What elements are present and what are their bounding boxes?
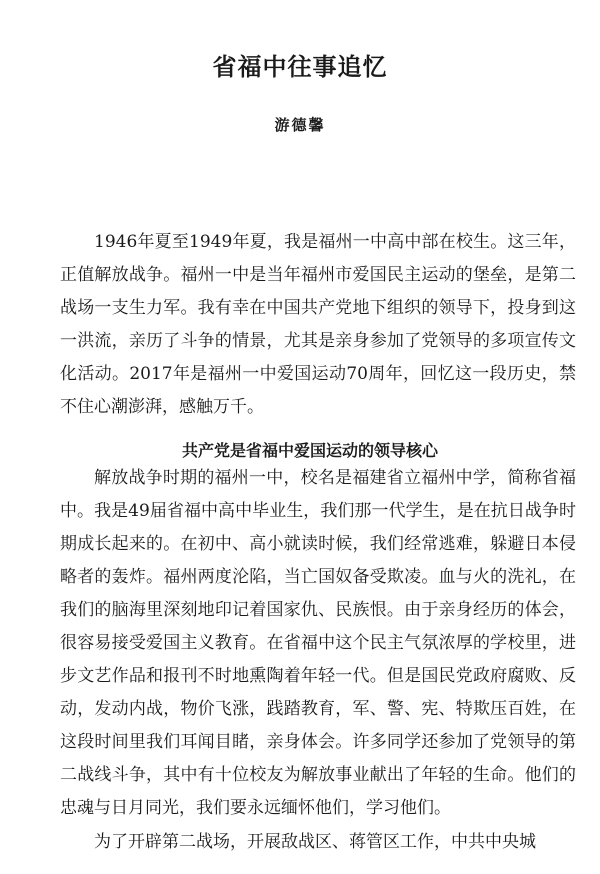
section-paragraph: 解放战争时期的福州一中，校名是福建省立福州中学，简称省福中。我是49届省福中高中毕业生，我们那一代学生，是在抗日战争时期成长起来的。在初中、高小就读时候，我们经常逃难，躲避日本侵略者的轰炸。福州两度沦陷，当亡国奴备受欺凌。血与火的洗礼，在我们的脑海里深刻地印记着国家仇、民族恨。由于亲身经历的体会，很容易接受爱国主义教育。在省福中这个民主气氛浓厚的学校里，进步文艺作品和报刊不时地熏陶着年轻一代。但是国民党政府腐败、反动，发动内战，物价飞涨，践踏教育，军、警、宪、特欺压百姓，在这段时间里我们耳闻目睹，亲身体会。许多同学还参加了党领导的第二战线斗争，其中有十位校友为解放事业献出了年轻的生命。他们的忠魂与日月同光，我们要永远缅怀他们，学习他们。 xyxy=(60,468,576,818)
section-paragraph-continued: 为了开辟第二战场，开展敌战区、蒋管区工作，中共中央城 xyxy=(94,832,536,852)
article-author: 游德馨 xyxy=(274,116,326,134)
article-title: 省福中往事追忆 xyxy=(212,53,388,81)
section-heading: 共产党是省福中爱国运动的领导核心 xyxy=(181,441,438,460)
intro-paragraph: 1946年夏至1949年夏，我是福州一中高中部在校生。这三年，正值解放战争。福州一中是当年福州市爱国民主运动的堡垒，是第二战场一支生力军。我有幸在中国共产党地下组织的领导下，投身到这一洪流，亲历了斗争的情景，尤其是亲身参加了党领导的多项宣传文化活动。2017年是福州一中爱国运动70周年，回忆这一段历史，禁不住心潮澎湃，感触万千。 xyxy=(60,232,576,417)
